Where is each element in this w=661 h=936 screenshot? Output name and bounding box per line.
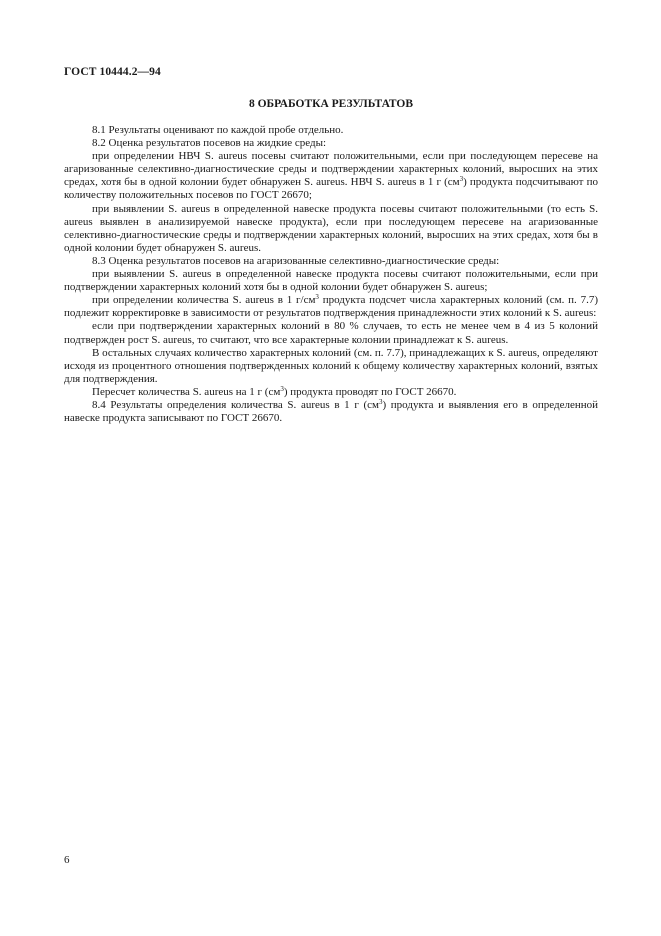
paragraph-nvch <box>64 150 598 202</box>
paragraph-8-3 <box>64 255 598 268</box>
section-body <box>64 124 598 425</box>
paragraph-text: при определении НВЧ S. aureus посевы считают положительными, если при последующем пересеве на агаризованные селективно-диагностические среды и подтверждении характерных колоний, выросших на этих средах, хотя бы в одной колонии будет обнаружен S. aureus. НВЧ S. aureus в 1 г (см <box>64 150 598 189</box>
superscript: 3 <box>378 397 383 406</box>
paragraph-8-1 <box>64 124 598 137</box>
superscript: 3 <box>280 384 284 393</box>
paragraph-recalculation <box>64 386 598 399</box>
paragraph-detection-agar <box>64 268 598 294</box>
superscript: 3 <box>459 175 464 184</box>
document-header: ГОСТ 10444.2—94 <box>64 66 161 78</box>
section-title: 8 ОБРАБОТКА РЕЗУЛЬТАТОВ <box>248 98 414 110</box>
paragraph-detection-liquid <box>64 203 598 255</box>
page-number: 6 <box>64 854 70 866</box>
paragraph-80-percent <box>64 320 598 346</box>
paragraph-8-2 <box>64 137 598 150</box>
paragraph-count-agar <box>64 294 598 320</box>
paragraph-text-tail: ) продукта и выявления его в определенной навеске продукта записывают по ГОСТ 26670. <box>64 398 598 425</box>
paragraph-other-cases <box>64 347 598 386</box>
paragraph-text-tail: продукта подсчет числа характерных колоний (см. п. 7.7) подлежит корректировке в зависимости от результатов подтверждения принадлежности этих колоний к S. aureus: <box>64 294 598 320</box>
paragraph-text: 8.2 Оценка результатов посевов на жидкие среды: <box>92 137 327 150</box>
paragraph-text: при определении количества S. aureus в 1 г/см <box>92 294 316 307</box>
paragraph-text: при выявлении S. aureus в определенной навеске продукта посевы считают положительными, если при подтверждении характерных колоний хотя бы в одной колонии будет обнаружен S. aureus; <box>64 268 598 294</box>
superscript: 3 <box>315 293 319 302</box>
paragraph-text: при выявлении S. aureus в определенной навеске продукта посевы считают положительными (то есть S. aureus выявлен в анализируемой навеске продукта), если при последующем пересеве на агаризованные селективно-диагностические среды и подтверждении характерных колоний, выросших на этих средах, хотя бы в одной колонии будет обнаружен S. aureus. <box>64 202 598 254</box>
paragraph-8-4 <box>64 399 598 425</box>
paragraph-text-tail: ) продукта проводят по ГОСТ 26670. <box>283 385 457 398</box>
paragraph-text: 8.4 Результаты определения количества S. aureus в 1 г (см <box>92 398 379 411</box>
paragraph-text: В остальных случаях количество характерных колоний (см. п. 7.7), принадлежащих к S. aureus, определяют исходя из процентного отношения подтвержденных колоний к общему количеству характерных колоний, взятых для подтверждения. <box>64 346 598 385</box>
paragraph-text-tail: ) продукта подсчитывают по количеству положительных посевов по ГОСТ 26670; <box>64 176 598 202</box>
paragraph-text: 8.3 Оценка результатов посевов на агаризованные селективно-диагностические среды: <box>92 254 500 267</box>
paragraph-text: Пересчет количества S. aureus на 1 г (см <box>92 385 281 398</box>
paragraph-text: 8.1 Результаты оценивают по каждой пробе отдельно. <box>92 124 344 136</box>
paragraph-text: если при подтверждении характерных колоний в 80 % случаев, то есть не менее чем в 4 из 5 колоний подтвержден рост S. aureus, то считают, что все характерные колонии принадлежат к S. aureus. <box>64 320 598 346</box>
